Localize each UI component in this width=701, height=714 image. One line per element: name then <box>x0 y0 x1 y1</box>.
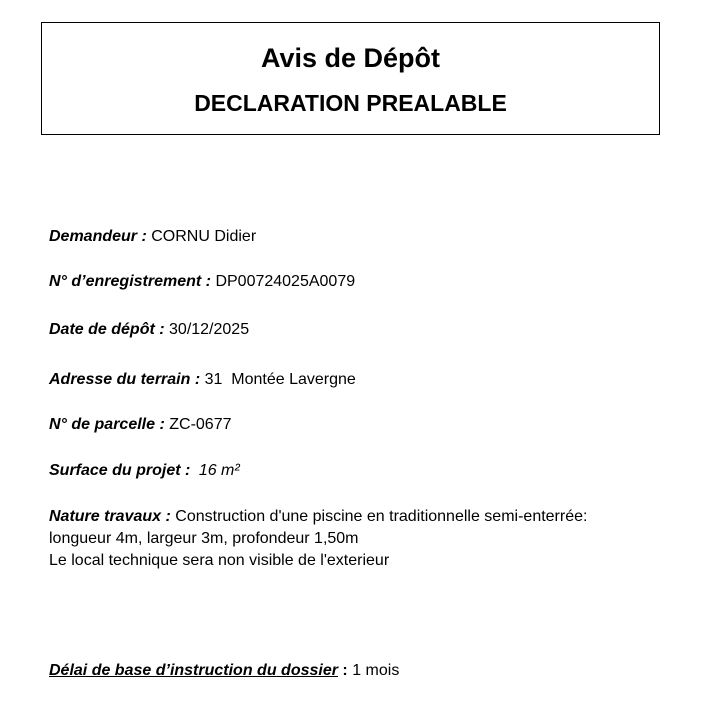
field-value-enregistrement: DP00724025A0079 <box>215 273 356 290</box>
page-subtitle: DECLARATION PREALABLE <box>194 90 507 116</box>
field-label-demandeur: Demandeur : <box>49 228 147 245</box>
title-box <box>41 22 660 135</box>
field-label-date-depot: Date de dépôt : <box>49 321 165 338</box>
field-value-demandeur: CORNU Didier <box>151 228 257 245</box>
field-delai <box>49 660 679 682</box>
field-nature <box>49 506 679 572</box>
field-nature-line1 <box>49 506 679 528</box>
field-label-parcelle: N° de parcelle : <box>49 416 165 433</box>
field-label-nature: Nature travaux : <box>49 508 171 525</box>
field-enregistrement <box>49 271 679 293</box>
field-value-nature-line3: Le local technique sera non visible de l'exterieur <box>49 552 390 569</box>
field-demandeur <box>49 226 679 248</box>
field-value-adresse: 31 Montée Lavergne <box>204 371 356 388</box>
field-colon-delai: : <box>342 662 348 679</box>
field-value-delai: 1 mois <box>352 662 400 679</box>
field-value-surface: 16 m² <box>198 462 240 479</box>
field-value-nature-line1: Construction d'une piscine en traditionnelle semi-enterrée: <box>175 508 588 525</box>
field-surface <box>49 460 679 482</box>
field-label-adresse: Adresse du terrain : <box>49 371 201 388</box>
page-title: Avis de Dépôt <box>260 43 441 73</box>
field-label-enregistrement: N° d’enregistrement : <box>49 273 211 290</box>
field-value-parcelle: ZC-0677 <box>169 416 232 433</box>
field-adresse <box>49 369 679 391</box>
field-parcelle <box>49 414 679 436</box>
field-label-delai: Délai de base d’instruction du dossier <box>49 662 338 679</box>
field-value-date-depot: 30/12/2025 <box>169 321 250 338</box>
field-date-depot <box>49 319 679 341</box>
field-value-nature-line2: longueur 4m, largeur 3m, profondeur 1,50m <box>49 530 359 547</box>
field-label-surface: Surface du projet : <box>49 462 191 479</box>
